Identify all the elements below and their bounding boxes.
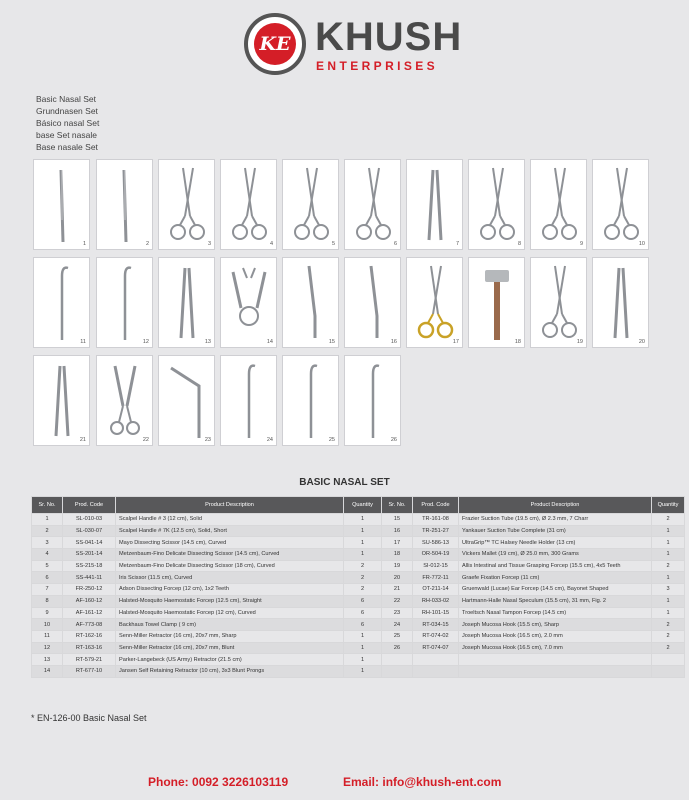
cell-sr-no: 14 bbox=[32, 665, 63, 677]
cell-quantity: 1 bbox=[652, 525, 685, 537]
instrument-thumbnail bbox=[592, 159, 649, 250]
instrument-thumbnail bbox=[96, 159, 153, 250]
footnote: * EN-126-00 Basic Nasal Set bbox=[31, 713, 147, 723]
set-name-de: Grundnasen Set bbox=[36, 106, 98, 116]
cell-description: Gruenwald (Lucae) Ear Forcep (14.5 cm), Bayonet Shaped bbox=[459, 584, 652, 596]
cell-quantity: 2 bbox=[344, 560, 382, 572]
cell-prod-code: AF-160-12 bbox=[63, 595, 116, 607]
header-description-2: Product Description bbox=[459, 497, 652, 514]
instrument-thumbnail bbox=[220, 355, 277, 446]
instrument-number: 19 bbox=[576, 339, 583, 345]
instrument-image bbox=[531, 258, 588, 349]
cell-sr-no: 12 bbox=[32, 642, 63, 654]
cell-prod-code: AF-161-12 bbox=[63, 607, 116, 619]
instrument-image bbox=[283, 356, 340, 447]
instrument-image bbox=[34, 160, 91, 251]
instrument-number: 10 bbox=[638, 241, 645, 247]
header-prod-code-2: Prod. Code bbox=[413, 497, 459, 514]
cell-description: Adson Dissecting Forcep (12 cm), 1x2 Teeth bbox=[116, 584, 344, 596]
instrument-number: 25 bbox=[328, 437, 335, 443]
set-name-es: Básico nasal Set bbox=[36, 118, 100, 128]
set-name-en: Basic Nasal Set bbox=[36, 94, 96, 104]
instrument-number: 3 bbox=[207, 241, 211, 247]
cell-description: Mayo Dissecting Scissor (14.5 cm), Curved bbox=[116, 537, 344, 549]
table-row bbox=[32, 607, 685, 619]
cell-description: Allis Intestinal and Tissue Grasping Forcep (15.5 cm), 4x5 Teeth bbox=[459, 560, 652, 572]
cell-prod-code: SS-441-11 bbox=[63, 572, 116, 584]
table-row bbox=[32, 595, 685, 607]
cell-description: Senn-Miller Retractor (16 cm), 20x7 mm, Blunt bbox=[116, 642, 344, 654]
cell-sr-no: 1 bbox=[32, 514, 63, 526]
instrument-number: 20 bbox=[638, 339, 645, 345]
table-row bbox=[32, 537, 685, 549]
cell-sr-no: 9 bbox=[32, 607, 63, 619]
cell-quantity: 6 bbox=[344, 619, 382, 631]
table-row bbox=[32, 642, 685, 654]
cell-sr-no bbox=[382, 654, 413, 666]
contact-phone bbox=[148, 775, 288, 789]
instrument-thumbnail bbox=[33, 257, 90, 348]
instrument-image bbox=[97, 160, 154, 251]
cell-description: Vickers Mallet (19 cm), Ø 25.0 mm, 300 Grams bbox=[459, 549, 652, 561]
cell-sr-no: 8 bbox=[32, 595, 63, 607]
company-subtitle: ENTERPRISES bbox=[316, 59, 439, 73]
cell-description: Parker-Langebeck (US Army) Retractor (21.5 cm) bbox=[116, 654, 344, 666]
cell-description: Halsted-Mosquito Haemostatic Forcep (12 cm), Curved bbox=[116, 607, 344, 619]
cell-quantity: 1 bbox=[344, 654, 382, 666]
cell-quantity: 6 bbox=[344, 607, 382, 619]
table-header-row bbox=[32, 497, 685, 514]
cell-quantity: 2 bbox=[652, 642, 685, 654]
cell-description: Frazier Suction Tube (19.5 cm), Ø 2.3 mm, 7 Charr bbox=[459, 514, 652, 526]
cell-description: Backhaus Towel Clamp ( 9 cm) bbox=[116, 619, 344, 631]
cell-sr-no: 11 bbox=[32, 630, 63, 642]
instrument-image bbox=[221, 258, 278, 349]
cell-sr-no: 19 bbox=[382, 560, 413, 572]
instrument-number: 21 bbox=[79, 437, 86, 443]
cell-sr-no: 17 bbox=[382, 537, 413, 549]
cell-quantity: 6 bbox=[344, 595, 382, 607]
cell-description: Hartmann-Halle Nasal Speculum (15.5 cm), 31 mm, Fig. 2 bbox=[459, 595, 652, 607]
instrument-thumbnail bbox=[530, 257, 587, 348]
instrument-image bbox=[97, 356, 154, 447]
cell-sr-no: 24 bbox=[382, 619, 413, 631]
cell-prod-code bbox=[413, 654, 459, 666]
table-row bbox=[32, 549, 685, 561]
cell-description: Metzenbaum-Fino Delicate Dissecting Scissor (18 cm), Curved bbox=[116, 560, 344, 572]
cell-quantity: 1 bbox=[344, 630, 382, 642]
cell-prod-code: RT-074-02 bbox=[413, 630, 459, 642]
instrument-image bbox=[469, 258, 526, 349]
header-sr-no: Sr. No. bbox=[32, 497, 63, 514]
logo-mark: KE bbox=[254, 23, 296, 65]
cell-sr-no: 23 bbox=[382, 607, 413, 619]
cell-description bbox=[459, 665, 652, 677]
cell-sr-no: 7 bbox=[32, 584, 63, 596]
cell-prod-code: RT-579-21 bbox=[63, 654, 116, 666]
header-quantity: Quantity bbox=[344, 497, 382, 514]
phone-number: 0092 3226103119 bbox=[192, 775, 289, 789]
company-name: KHUSH bbox=[315, 15, 463, 59]
table-row bbox=[32, 560, 685, 572]
cell-prod-code bbox=[413, 665, 459, 677]
instrument-thumbnail bbox=[468, 159, 525, 250]
instrument-thumbnail bbox=[282, 355, 339, 446]
instrument-thumbnail bbox=[282, 159, 339, 250]
instrument-number: 14 bbox=[266, 339, 273, 345]
instrument-image bbox=[159, 258, 216, 349]
header-description: Product Description bbox=[116, 497, 344, 514]
instrument-number: 1 bbox=[82, 241, 86, 247]
instrument-image bbox=[159, 160, 216, 251]
cell-quantity: 2 bbox=[344, 584, 382, 596]
cell-sr-no: 20 bbox=[382, 572, 413, 584]
cell-quantity: 2 bbox=[652, 630, 685, 642]
instrument-number: 6 bbox=[393, 241, 397, 247]
instrument-number: 9 bbox=[579, 241, 583, 247]
cell-prod-code: RT-074-07 bbox=[413, 642, 459, 654]
cell-sr-no: 22 bbox=[382, 595, 413, 607]
cell-description: Graefe Fixation Forcep (11 cm) bbox=[459, 572, 652, 584]
instrument-thumbnail bbox=[592, 257, 649, 348]
table-row bbox=[32, 572, 685, 584]
cell-description: Joseph Mucosa Hook (15.5 cm), Sharp bbox=[459, 619, 652, 631]
cell-prod-code: SU-586-13 bbox=[413, 537, 459, 549]
instrument-thumbnail bbox=[406, 257, 463, 348]
logo-emblem bbox=[244, 13, 306, 75]
instrument-thumbnail bbox=[344, 257, 401, 348]
cell-prod-code: RH-101-15 bbox=[413, 607, 459, 619]
cell-quantity: 1 bbox=[652, 549, 685, 561]
email-address: info@khush-ent.com bbox=[382, 775, 502, 789]
cell-quantity: 2 bbox=[652, 560, 685, 572]
instrument-number: 11 bbox=[80, 339, 86, 345]
cell-description: Jansen Self Retaining Retractor (10 cm), 3x3 Blunt Prongs bbox=[116, 665, 344, 677]
instrument-image bbox=[97, 258, 154, 349]
cell-quantity: 3 bbox=[652, 584, 685, 596]
cell-description: UltraGrip™ TC Halsey Needle Holder (13 cm) bbox=[459, 537, 652, 549]
cell-sr-no: 25 bbox=[382, 630, 413, 642]
cell-description: Scalpel Handle # 3 (12 cm), Solid bbox=[116, 514, 344, 526]
instrument-thumbnail bbox=[96, 257, 153, 348]
cell-description: Halsted-Mosquito Haemostatic Forcep (12.5 cm), Straight bbox=[116, 595, 344, 607]
cell-prod-code: OT-211-14 bbox=[413, 584, 459, 596]
cell-sr-no: 5 bbox=[32, 560, 63, 572]
contact-email bbox=[343, 775, 501, 789]
instrument-thumbnail bbox=[96, 355, 153, 446]
cell-description: Joseph Mucosa Hook (16.5 cm), 2.0 mm bbox=[459, 630, 652, 642]
cell-prod-code: SI-012-15 bbox=[413, 560, 459, 572]
cell-prod-code: FR-250-12 bbox=[63, 584, 116, 596]
instrument-image bbox=[345, 160, 402, 251]
instrument-thumbnail bbox=[33, 355, 90, 446]
instrument-thumbnail bbox=[530, 159, 587, 250]
header-prod-code: Prod. Code bbox=[63, 497, 116, 514]
set-name-it: base Set nasale bbox=[36, 130, 97, 140]
cell-prod-code: RT-034-15 bbox=[413, 619, 459, 631]
instrument-number: 18 bbox=[514, 339, 521, 345]
instrument-number: 15 bbox=[328, 339, 335, 345]
instrument-image bbox=[531, 160, 588, 251]
cell-quantity: 1 bbox=[344, 525, 382, 537]
instrument-number: 8 bbox=[517, 241, 521, 247]
table-row bbox=[32, 654, 685, 666]
product-table bbox=[31, 496, 685, 678]
cell-quantity bbox=[652, 654, 685, 666]
instrument-number: 23 bbox=[204, 437, 211, 443]
cell-prod-code: OR-504-19 bbox=[413, 549, 459, 561]
instrument-image bbox=[283, 160, 340, 251]
cell-sr-no: 2 bbox=[32, 525, 63, 537]
email-label: Email: bbox=[343, 775, 380, 789]
instrument-number: 24 bbox=[266, 437, 273, 443]
table-row bbox=[32, 630, 685, 642]
cell-prod-code: FR-772-11 bbox=[413, 572, 459, 584]
cell-sr-no: 21 bbox=[382, 584, 413, 596]
table-row bbox=[32, 665, 685, 677]
cell-prod-code: TR-251-27 bbox=[413, 525, 459, 537]
instrument-thumbnail bbox=[468, 257, 525, 348]
instrument-image bbox=[407, 258, 464, 349]
instrument-thumbnail bbox=[344, 159, 401, 250]
cell-prod-code: RT-163-16 bbox=[63, 642, 116, 654]
instrument-thumbnail bbox=[406, 159, 463, 250]
instrument-image bbox=[283, 258, 340, 349]
instrument-image bbox=[345, 356, 402, 447]
cell-sr-no: 3 bbox=[32, 537, 63, 549]
instrument-number: 4 bbox=[269, 241, 273, 247]
header-quantity-2: Quantity bbox=[652, 497, 685, 514]
phone-label: Phone: bbox=[148, 775, 189, 789]
cell-quantity: 2 bbox=[344, 572, 382, 584]
cell-quantity: 1 bbox=[652, 537, 685, 549]
instrument-number: 16 bbox=[390, 339, 397, 345]
instrument-image bbox=[159, 356, 216, 447]
instrument-number: 5 bbox=[331, 241, 335, 247]
table-row bbox=[32, 525, 685, 537]
cell-sr-no: 10 bbox=[32, 619, 63, 631]
cell-sr-no bbox=[382, 665, 413, 677]
cell-quantity: 1 bbox=[344, 642, 382, 654]
cell-quantity: 1 bbox=[652, 595, 685, 607]
instrument-number: 22 bbox=[142, 437, 149, 443]
set-name-list bbox=[36, 93, 99, 153]
instrument-image bbox=[593, 160, 650, 251]
instrument-image bbox=[593, 258, 650, 349]
instrument-image bbox=[345, 258, 402, 349]
cell-description: Iris Scissor (11.5 cm), Curved bbox=[116, 572, 344, 584]
cell-prod-code: AF-773-08 bbox=[63, 619, 116, 631]
instrument-image bbox=[221, 356, 278, 447]
table-row bbox=[32, 584, 685, 596]
instrument-image bbox=[469, 160, 526, 251]
cell-sr-no: 26 bbox=[382, 642, 413, 654]
cell-prod-code: RT-677-10 bbox=[63, 665, 116, 677]
cell-prod-code: SL-030-07 bbox=[63, 525, 116, 537]
cell-quantity bbox=[652, 665, 685, 677]
instrument-number: 2 bbox=[145, 241, 149, 247]
cell-description: Troeltsch Nasal Tampon Forcep (14.5 cm) bbox=[459, 607, 652, 619]
cell-sr-no: 6 bbox=[32, 572, 63, 584]
cell-quantity: 1 bbox=[344, 549, 382, 561]
cell-prod-code: SS-215-18 bbox=[63, 560, 116, 572]
instrument-number: 7 bbox=[455, 241, 459, 247]
instrument-thumbnail bbox=[158, 355, 215, 446]
cell-description: Metzenbaum-Fino Delicate Dissecting Scissor (14.5 cm), Curved bbox=[116, 549, 344, 561]
cell-description: Yankauer Suction Tube Complete (31 cm) bbox=[459, 525, 652, 537]
instrument-image bbox=[34, 356, 91, 447]
table-title: BASIC NASAL SET bbox=[299, 477, 390, 488]
instrument-thumbnail bbox=[158, 159, 215, 250]
cell-prod-code: SL-010-03 bbox=[63, 514, 116, 526]
cell-description: Scalpel Handle # 7K (12.5 cm), Solid, Short bbox=[116, 525, 344, 537]
instrument-number: 12 bbox=[142, 339, 149, 345]
cell-quantity: 2 bbox=[652, 514, 685, 526]
cell-prod-code: RH-033-02 bbox=[413, 595, 459, 607]
header-sr-no-2: Sr. No. bbox=[382, 497, 413, 514]
cell-quantity: 2 bbox=[652, 619, 685, 631]
instrument-number: 17 bbox=[452, 339, 459, 345]
cell-prod-code: SS-041-14 bbox=[63, 537, 116, 549]
cell-description: Joseph Mucosa Hook (16.5 cm), 7.0 mm bbox=[459, 642, 652, 654]
instrument-thumbnail bbox=[33, 159, 90, 250]
table-row bbox=[32, 619, 685, 631]
set-name-fr: Base nasale Set bbox=[36, 142, 98, 152]
cell-prod-code: SS-201-14 bbox=[63, 549, 116, 561]
instrument-image bbox=[34, 258, 91, 349]
instrument-image bbox=[407, 160, 464, 251]
cell-prod-code: TR-161-08 bbox=[413, 514, 459, 526]
instrument-thumbnail bbox=[220, 257, 277, 348]
instrument-thumbnail bbox=[282, 257, 339, 348]
cell-description: Senn-Miller Retractor (16 cm), 20x7 mm, Sharp bbox=[116, 630, 344, 642]
cell-quantity: 1 bbox=[344, 537, 382, 549]
cell-quantity: 1 bbox=[344, 665, 382, 677]
cell-description bbox=[459, 654, 652, 666]
cell-sr-no: 4 bbox=[32, 549, 63, 561]
cell-sr-no: 16 bbox=[382, 525, 413, 537]
cell-quantity: 1 bbox=[652, 572, 685, 584]
cell-sr-no: 13 bbox=[32, 654, 63, 666]
cell-quantity: 1 bbox=[344, 514, 382, 526]
cell-sr-no: 18 bbox=[382, 549, 413, 561]
cell-sr-no: 15 bbox=[382, 514, 413, 526]
instrument-number: 13 bbox=[204, 339, 211, 345]
table-row bbox=[32, 514, 685, 526]
instrument-image bbox=[221, 160, 278, 251]
instrument-thumbnail bbox=[158, 257, 215, 348]
cell-quantity: 1 bbox=[652, 607, 685, 619]
cell-prod-code: RT-162-16 bbox=[63, 630, 116, 642]
instrument-thumbnail bbox=[220, 159, 277, 250]
instrument-number: 26 bbox=[390, 437, 397, 443]
company-logo bbox=[244, 13, 463, 77]
instrument-thumbnail bbox=[344, 355, 401, 446]
